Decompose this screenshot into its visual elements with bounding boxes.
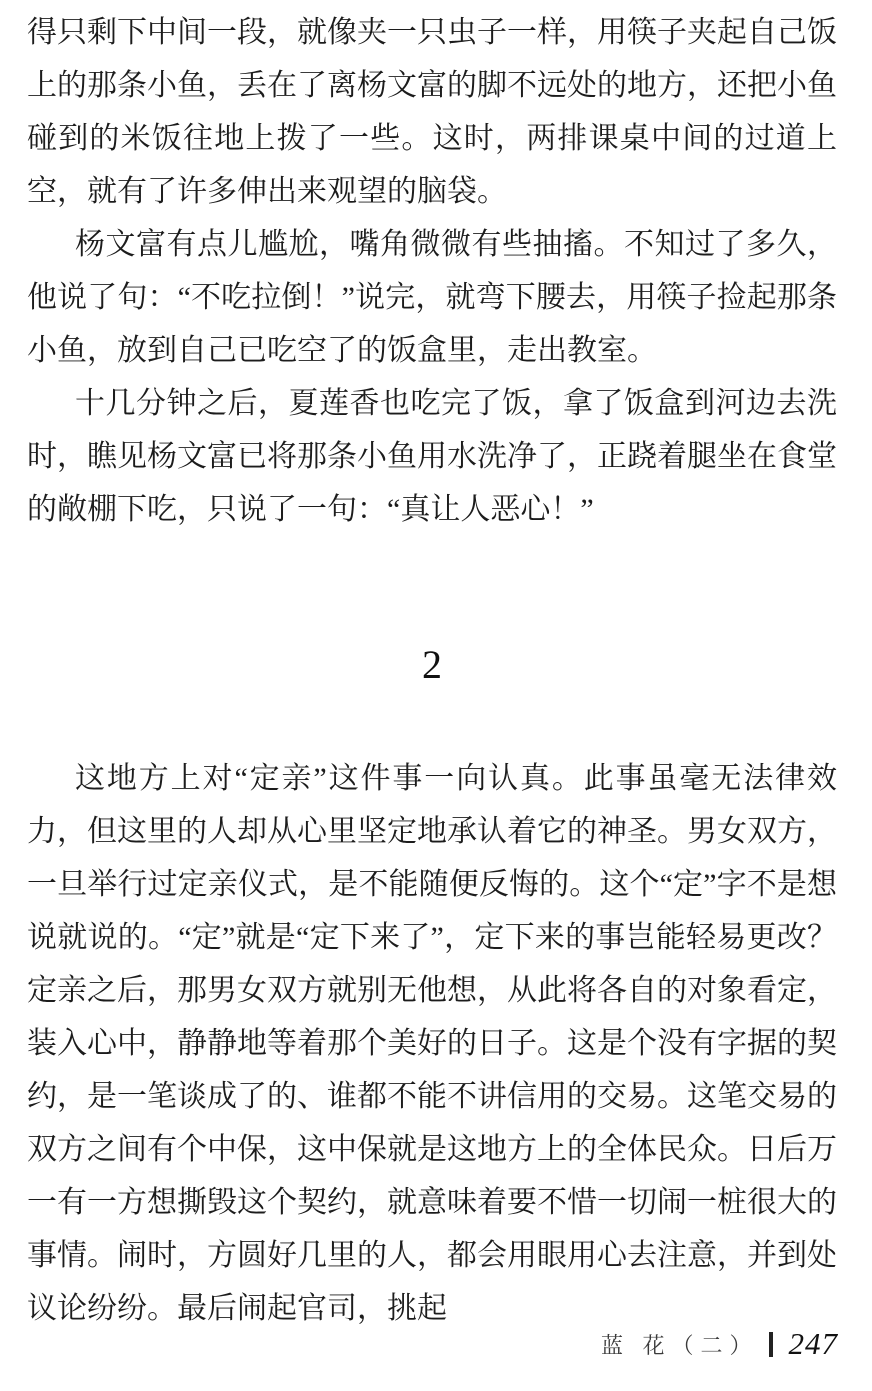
paragraph: 这地方上对“定亲”这件事一向认真。此事虽毫无法律效力，但这里的人却从心里坚定地承认着它的神圣。男女双方，一旦举行过定亲仪式，是不能随便反悔的。这个“定”字不是想说就说的。“定”就是“定下来了”，定下来的事岂能轻易更改？定亲之后，那男女双方就别无他想，从此将各自的对象看定，装入心中，静静地等着那个美好的日子。这是个没有字据的契约，是一笔谈成了的、谁都不能不讲信用的交易。这笔交易的双方之间有个中保，这中保就是这地方上的全体民众。日后万一有一方想撕毁这个契约，就意味着要不惜一切闹一桩很大的事情。闹时，方圆好几里的人，都会用眼用心去注意，并到处议论纷纷。最后闹起官司，挑起 [27, 762, 837, 1325]
page-footer [601, 1326, 838, 1362]
footer-separator-bar [769, 1332, 773, 1357]
book-title: 蓝 花（二） [600, 1332, 759, 1358]
paragraph: 十几分钟之后，夏莲香也吃完了饭，拿了饭盒到河边去洗时，瞧见杨文富已将那条小鱼用水洗净了，正跷着腿坐在食堂的敞棚下吃，只说了一句：“真让人恶心！” [27, 387, 837, 526]
paragraph: 杨文富有点儿尴尬，嘴角微微有些抽搐。不知过了多久，他说了句：“不吃拉倒！”说完，就弯下腰去，用筷子捡起那条小鱼，放到自己已吃空了的饭盒里，走出教室。 [27, 228, 837, 367]
page-body-text [27, 6, 837, 1335]
page-number: 247 [788, 1326, 838, 1361]
paragraph-continuation: 得只剩下中间一段，就像夹一只虫子一样，用筷子夹起自己饭上的那条小鱼，丢在了离杨文富的脚不远处的地方，还把小鱼碰到的米饭往地上拨了一些。这时，两排课桌中间的过道上空，就有了许多伸出来观望的脑袋。 [27, 16, 837, 208]
chapter-number-heading: 2 [422, 642, 442, 687]
